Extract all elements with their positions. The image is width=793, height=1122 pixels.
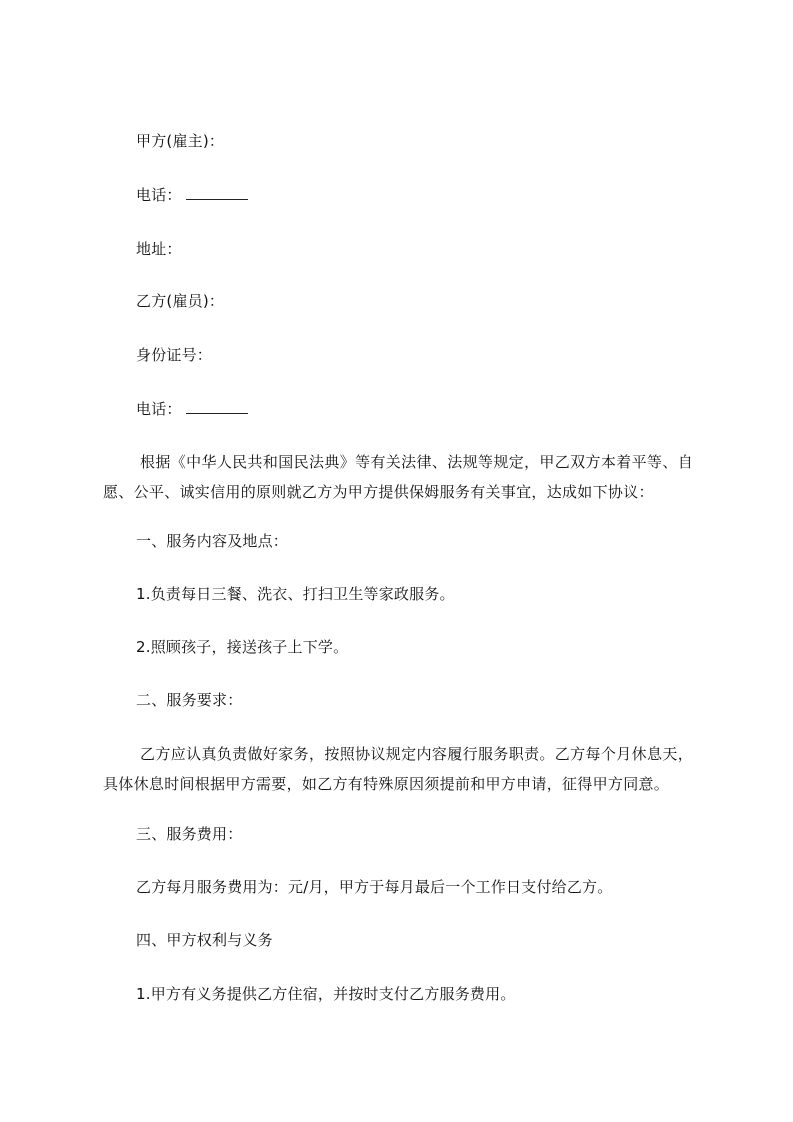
- section-3-body: 乙方每月服务费用为：元/月，甲方于每月最后一个工作日支付给乙方。: [136, 878, 613, 896]
- section-3-title: 三、服务费用：: [136, 825, 243, 843]
- party-a-label: 甲方(雇主)：: [136, 132, 225, 150]
- section-1-item-1: 1.负责每日三餐、洗衣、打扫卫生等家政服务。: [136, 585, 455, 603]
- party-b-label: 乙方(雇员)：: [136, 292, 225, 310]
- section-1-item-2: 2.照顾孩子，接送孩子上下学。: [136, 638, 349, 656]
- section-4-title: 四、甲方权利与义务: [136, 931, 273, 949]
- party-a-address-label: 地址：: [136, 240, 182, 258]
- section-4-item-1: 1.甲方有义务提供乙方住宿，并按时支付乙方服务费用。: [136, 985, 516, 1003]
- party-a-phone: [136, 184, 248, 206]
- party-b-id-label: 身份证号：: [136, 346, 213, 364]
- section-2-title: 二、服务要求：: [136, 691, 243, 709]
- party-a-phone-label: 电话：: [136, 186, 182, 204]
- section-2-body: 乙方应认真负责做好家务，按照协议规定内容履行服务职责。乙方每个月休息天，具体休息时间根据甲方需要，如乙方有特殊原因须提前和甲方申请，征得甲方同意。: [103, 745, 693, 793]
- preamble-paragraph: 根据《中华人民共和国民法典》等有关法律、法规等规定，甲乙双方本着平等、自愿、公平、诚实信用的原则就乙方为甲方提供保姆服务有关事宜，达成如下协议：: [103, 453, 693, 501]
- party-a-phone-blank: [186, 185, 248, 200]
- party-b-phone-label: 电话：: [136, 400, 182, 418]
- party-b-phone: [136, 398, 248, 420]
- section-1-title: 一、服务内容及地点：: [136, 532, 289, 550]
- party-b-phone-blank: [186, 399, 248, 414]
